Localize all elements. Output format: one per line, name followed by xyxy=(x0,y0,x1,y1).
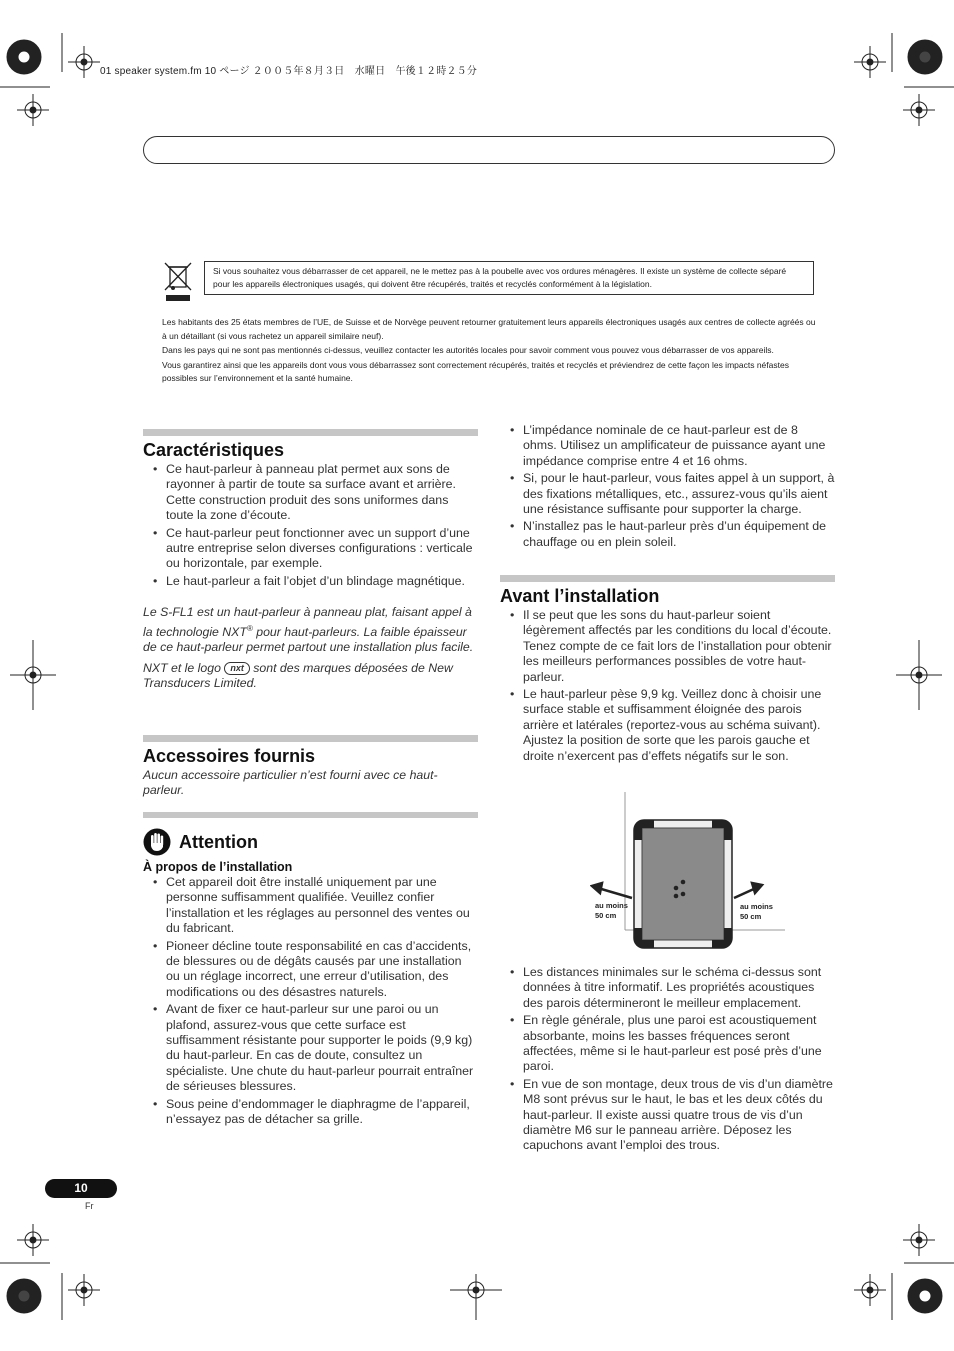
disposal-note-3: Vous garantirez ainsi que les appareils dont vous vous débarrassez sont correctement récupérés, traités et recyclés et préviendrez de cette façon les impacts néfastes possibles sur l’environnement et la santé humaine. xyxy=(162,359,789,383)
reg-target-8 xyxy=(903,1224,935,1256)
placement-diagram xyxy=(590,790,790,952)
trademark-note-part1: NXT et le logo xyxy=(143,660,225,675)
reg-target-4 xyxy=(903,94,935,126)
list-item: • Le haut-parleur a fait l’objet d’un blindage magnétique. xyxy=(143,574,478,589)
page-language: Fr xyxy=(85,1201,94,1211)
disposal-note-2: Dans les pays qui ne sont pas mentionnés ci-dessus, veuillez contacter les autorités locales pour savoir comment vous pouvez vous débarrasser de vos appareils. xyxy=(162,345,774,355)
reg-target-9 xyxy=(68,1274,100,1306)
section-attention xyxy=(143,812,478,1130)
distance-label-right-2: 50 cm xyxy=(740,912,762,921)
list-item: • Le haut-parleur pèse 9,9 kg. Veillez donc à choisir une surface stable et suffisamment éloignée des parois arrière et latérales (reportez-vous au schéma suivant). Ajustez la position de sorte que les parois gauche et droite n’exercent pas d’effets négatifs sur le son. xyxy=(500,687,835,764)
disposal-notice-box: Si vous souhaitez vous débarrasser de cet appareil, ne le mettez pas à la poubelle avec vos ordures ménagères. Il existe un système de collecte séparé pour les appareils électroniques usagés, qui doivent être récupérés, traités et recyclés conformément à la législation. xyxy=(204,261,814,295)
list-item: • En règle générale, plus une paroi est acoustiquement absorbante, moins les basses fréquences seront affectées, même si le haut-parleur est posé près d’une paroi. xyxy=(500,1013,835,1075)
reg-target-7 xyxy=(17,1224,49,1256)
right-top-list xyxy=(500,423,835,550)
accessoires-text: Aucun accessoire particulier n’est fourni avec ce haut-parleur. xyxy=(143,768,438,798)
reg-target-3 xyxy=(17,94,49,126)
list-item: • Cet appareil doit être installé uniquement par une personne suffisamment qualifiée. Veuillez confier l’installation et les réglages au personnel des ventes ou du fabricant. xyxy=(143,875,478,937)
section-accessoires xyxy=(143,735,478,799)
file-info-header: 01 speaker system.fm 10 ページ ２００５年８月３日 水曜日 午後１２時２５分 xyxy=(100,66,478,77)
section-caracteristiques xyxy=(143,429,478,691)
disposal-note-1: Les habitants des 25 états membres de l’UE, de Suisse et de Norvège peuvent retourner gratuitement leurs appareils électroniques usagés aux centres de collecte agréés ou à un détaillant (si vous rachetez un appareil similaire neuf). xyxy=(162,317,816,341)
section-rule xyxy=(143,812,478,818)
distance-label-left-2: 50 cm xyxy=(595,911,617,920)
nxt-note-part2: pour haut-parleurs. La faible épaisseur de ce haut-parleur permet partout une installation plus facile. xyxy=(143,624,474,655)
disposal-notes xyxy=(162,316,818,386)
chapter-title-bar xyxy=(143,136,835,164)
page-number: 10 xyxy=(45,1179,117,1198)
nxt-note xyxy=(143,605,478,655)
reg-target-11 xyxy=(854,1274,886,1306)
list-item: • Ce haut-parleur peut fonctionner avec un support d’une autre entreprise selon diverses configurations : verticale ou horizontale, par exemple. xyxy=(143,526,478,572)
nxt-note-part1: Le S-FL1 est un haut-parleur à panneau plat, faisant appel à la technologie NXT xyxy=(143,605,472,639)
distance-label-right-1: au moins xyxy=(740,902,773,911)
crossed-bin-icon xyxy=(163,261,193,303)
rosette-bottom-right xyxy=(908,1279,942,1313)
section-rule xyxy=(143,429,478,436)
list-item: • En vue de son montage, deux trous de vis d’un diamètre M8 sont prévus sur le haut, le bas et les deux côtés du haut-parleur. Il existe aussi quatre trous de vis d’un diamètre M6 sur le panneau arrière. Déposez les capuchons avant l’emploi des trous. xyxy=(500,1077,835,1154)
list-item: • Sous peine d’endommager le diaphragme de l’appareil, n’essayez pas de détacher sa grille. xyxy=(143,1097,478,1128)
reg-target-1 xyxy=(68,46,100,78)
list-item: • L’impédance nominale de ce haut-parleur est de 8 ohms. Utilisez un amplificateur de puissance ayant une impédance comprise entre 4 et 16 ohms. xyxy=(500,423,835,469)
list-item: • N’installez pas le haut-parleur près d’un équipement de chauffage ou en plein soleil. xyxy=(500,519,835,550)
section-avant-installation xyxy=(500,575,835,766)
avant-list-2 xyxy=(500,965,835,1154)
section-rule xyxy=(143,735,478,742)
reg-target-10 xyxy=(450,1274,502,1320)
list-item: • Avant de fixer ce haut-parleur sur une paroi ou un plafond, assurez-vous que cette surface est suffisamment résistante pour supporter le poids (9,9 kg) du haut-parleur. En cas de doute, consultez un spécialiste. Une chute du haut-parleur pourrait entraîner de sérieuses blessures. xyxy=(143,1002,478,1094)
rosette-top-right xyxy=(908,40,942,74)
installation-subheading: À propos de l’installation xyxy=(143,860,293,874)
accessoires-heading: Accessoires fournis xyxy=(143,746,316,766)
hand-stop-icon xyxy=(143,828,171,856)
list-item: • Pioneer décline toute responsabilité en cas d’accidents, de blessures ou de dégâts causés par une installation ou un réglage incorrect, une erreur d’utilisation, des modifications ou des désastres naturels. xyxy=(143,939,478,1001)
section-rule xyxy=(500,575,835,582)
nxt-logo: nxt xyxy=(224,662,250,675)
rosette-bottom-left xyxy=(7,1279,41,1313)
distance-label-left-1: au moins xyxy=(595,901,628,910)
caracteristiques-list xyxy=(143,462,478,589)
list-item: • Il se peut que les sons du haut-parleur soient légèrement affectés par les conditions du local d’écoute. Tenez compte de ce fait lors de l’installation pour obtenir les meilleurs performances possibles de votre haut-parleur. xyxy=(500,608,835,685)
list-item: • Les distances minimales sur le schéma ci-dessus sont données à titre informatif. Les propriétés acoustiques des parois détermineront le meilleur emplacement. xyxy=(500,965,835,1011)
list-item: • Ce haut-parleur à panneau plat permet aux sons de rayonner à partir de toute sa surface avant et arrière. Cette construction produit des sons uniformes dans toute la zone d’écoute. xyxy=(143,462,478,524)
rosette-top-left xyxy=(7,40,41,74)
avant-installation-heading: Avant l’installation xyxy=(500,586,660,606)
section-avant-notes xyxy=(500,965,835,1156)
section-right-top xyxy=(500,423,835,552)
caracteristiques-heading: Caractéristiques xyxy=(143,440,285,460)
reg-target-6 xyxy=(896,640,942,710)
trademark-note xyxy=(143,661,478,692)
attention-heading: Attention xyxy=(179,831,258,852)
reg-target-5 xyxy=(10,640,56,710)
avant-list xyxy=(500,608,835,764)
list-item: • Si, pour le haut-parleur, vous faites appel à un support, à des fixations métalliques, etc., assurez-vous qu’ils aient une résistance suffisante pour supporter la charge. xyxy=(500,471,835,517)
speaker-panel xyxy=(634,820,732,948)
attention-list xyxy=(143,875,478,1128)
registered-mark: ® xyxy=(246,623,253,633)
trademark-note-part2: sont des marques déposées de New Transducers Limited. xyxy=(143,660,453,690)
reg-target-2 xyxy=(854,46,886,78)
